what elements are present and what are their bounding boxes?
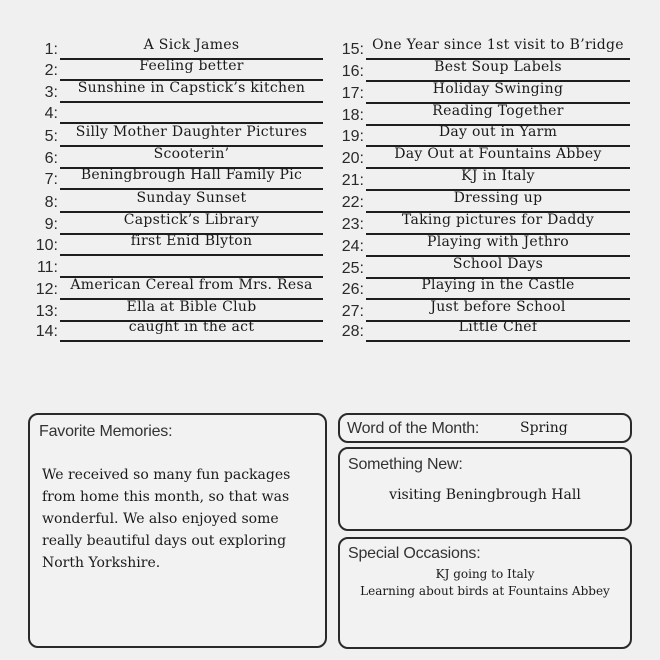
entry-text: Capstick’s Library [123,212,260,228]
entry-text: Dressing up [453,190,543,206]
entry-text: Silly Mother Daughter Pictures [75,124,308,140]
something-new-value: visiting Beningbrough Hall [389,487,581,503]
entry-text: Day out in Yarm [438,124,558,140]
special-occasions-line: Learning about birds at Fountains Abbey [360,584,610,598]
favorite-memories-line: from home this month, so that was [42,489,290,505]
entry-text: Best Soup Labels [434,59,562,75]
entry-text: Playing with Jethro [427,234,569,250]
entry-text: Holiday Swinging [432,81,564,97]
entry-number: 21: [341,172,364,189]
entry-number: 5: [44,128,58,145]
entry-number: 2: [44,62,58,79]
entry-number: 23: [341,216,364,233]
entry-text: Reading Together [432,103,564,119]
entry-text: Little Chef [458,319,538,335]
special-occasions-title: Special Occasions: [348,545,481,562]
entry-rule [60,101,323,103]
entry-text: A Sick James [143,37,240,53]
favorite-memories-box [28,413,327,648]
entry-rule [366,340,630,342]
entry-text: School Days [452,256,544,272]
favorite-memories-line: really beautiful days out exploring [42,533,287,549]
entry-text: Beningbrough Hall Family Pic [80,167,303,183]
entry-text: Day Out at Fountains Abbey [394,146,602,162]
favorite-memories-line: We received so many fun packages [42,467,291,483]
entry-number: 24: [341,238,364,255]
entry-text: Ella at Bible Club [126,299,257,315]
special-occasions-box [338,537,632,649]
entry-number: 8: [44,194,58,211]
word-of-month-title: Word of the Month: [347,420,480,437]
entry-number: 10: [35,237,58,254]
entry-number: 3: [44,84,58,101]
entry-number: 20: [341,150,364,167]
entry-number: 18: [341,107,364,124]
entry-text: American Cereal from Mrs. Resa [70,277,313,293]
entry-number: 17: [341,85,364,102]
entry-text: first Enid Blyton [130,233,253,249]
entry-text: Scooterin’ [153,146,230,162]
entry-text: Feeling better [139,58,244,74]
special-occasions-line: KJ going to Italy [435,567,535,581]
entry-text: One Year since 1st visit to B’ridge [372,37,624,53]
entry-rule [60,254,323,256]
something-new-box [338,447,632,531]
entry-number: 16: [341,63,364,80]
favorite-memories-line: wonderful. We also enjoyed some [42,511,279,527]
entry-number: 6: [44,150,58,167]
entry-number: 11: [36,259,58,276]
word-of-month-value: Spring [520,420,568,436]
entry-number: 15: [341,41,364,58]
entry-number: 26: [341,281,364,298]
entry-text: Sunday Sunset [136,190,247,206]
entry-text: Taking pictures for Daddy [401,212,595,228]
entry-number: 13: [35,303,58,320]
entry-number: 1: [44,41,58,58]
entry-number: 14: [35,323,58,340]
entry-number: 12: [35,281,58,298]
entry-text: Playing in the Castle [421,277,575,293]
entry-number: 9: [44,216,58,233]
entry-number: 19: [341,128,364,145]
entry-number: 22: [341,194,364,211]
entry-number: 7: [44,171,58,188]
entry-number: 27: [341,303,364,320]
favorite-memories-title: Favorite Memories: [39,423,173,440]
something-new-title: Something New: [348,456,463,473]
entry-number: 25: [341,260,364,277]
entry-rule [60,340,323,342]
entry-text: Just before School [430,299,566,315]
favorite-memories-line: North Yorkshire. [42,555,161,571]
entry-text: caught in the act [128,319,255,335]
entry-text: KJ in Italy [461,168,535,184]
word-of-month-box [338,413,632,443]
entry-number: 28: [341,323,364,340]
entry-number: 4: [44,105,58,122]
entry-text: Sunshine in Capstick’s kitchen [77,80,306,96]
